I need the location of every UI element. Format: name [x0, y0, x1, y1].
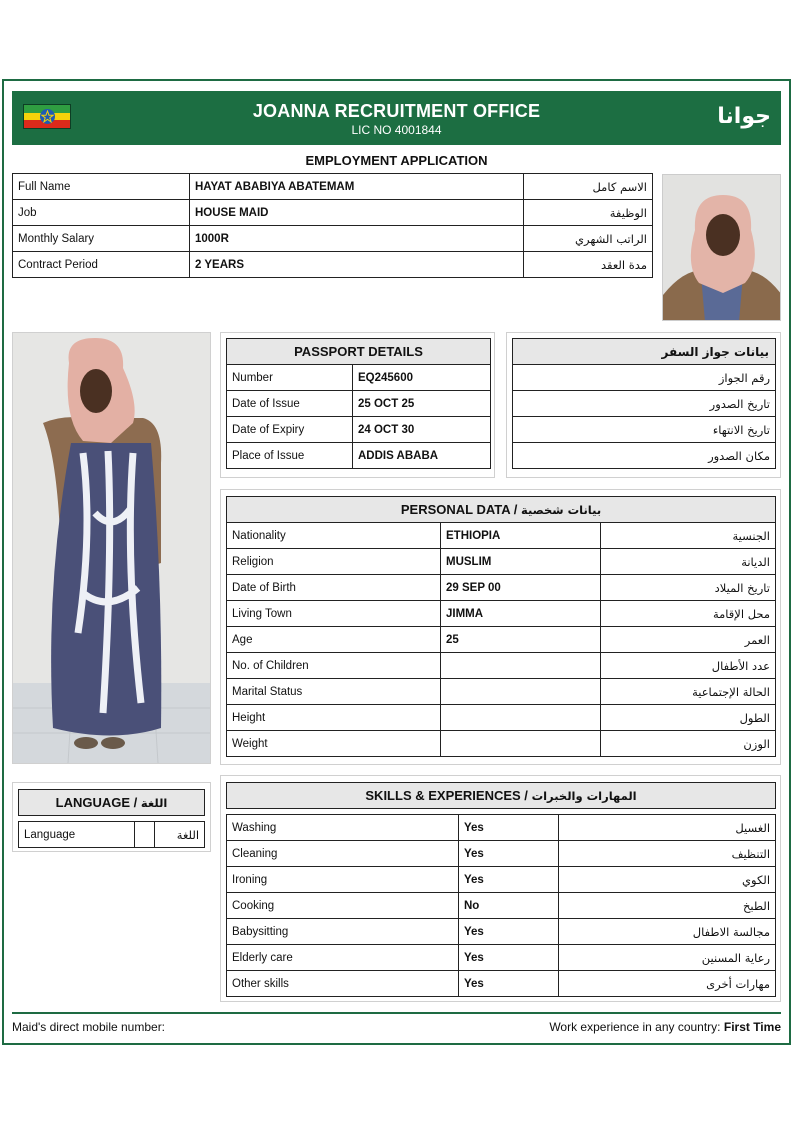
table-row — [227, 815, 776, 841]
table-row — [227, 443, 491, 469]
skill-label: Cooking — [227, 893, 459, 919]
table-row — [513, 365, 776, 391]
field-label: Age — [227, 627, 441, 653]
field-value: MUSLIM — [441, 549, 601, 575]
headshot-photo — [662, 174, 781, 321]
field-label: Monthly Salary — [13, 226, 190, 252]
passport-arabic-table — [512, 338, 776, 469]
field-label-arabic: الحالة الإجتماعية — [601, 679, 776, 705]
table-row — [513, 391, 776, 417]
mobile-number-label: Maid's direct mobile number: — [12, 1020, 166, 1034]
field-value — [441, 731, 601, 757]
skill-value: Yes — [459, 945, 559, 971]
skill-value: Yes — [459, 867, 559, 893]
skill-label-arabic: رعاية المسنين — [559, 945, 776, 971]
field-label: Full Name — [13, 174, 190, 200]
table-row — [227, 653, 776, 679]
field-label-arabic: الاسم كامل — [524, 174, 653, 200]
field-value — [441, 679, 601, 705]
table-row — [227, 731, 776, 757]
field-value: HAYAT ABABIYA ABATEMAM — [190, 174, 524, 200]
table-row — [227, 705, 776, 731]
personal-table — [226, 496, 776, 757]
field-label: Job — [13, 200, 190, 226]
skill-value: No — [459, 893, 559, 919]
skill-label: Elderly care — [227, 945, 459, 971]
full-body-photo — [13, 333, 210, 763]
passport-table — [226, 338, 491, 469]
language-title: LANGUAGE / اللغة — [19, 790, 205, 816]
skill-label: Washing — [227, 815, 459, 841]
field-label: Contract Period — [13, 252, 190, 278]
skill-label-arabic: الكوي — [559, 867, 776, 893]
table-row — [227, 627, 776, 653]
field-label: Marital Status — [227, 679, 441, 705]
skills-table — [226, 782, 776, 997]
field-value: 25 OCT 25 — [353, 391, 491, 417]
table-row — [227, 971, 776, 997]
summary-table — [12, 173, 653, 278]
field-label: No. of Children — [227, 653, 441, 679]
office-title: JOANNA RECRUITMENT OFFICE — [252, 101, 541, 121]
field-label-arabic: الطول — [601, 705, 776, 731]
table-row — [227, 945, 776, 971]
document-title: EMPLOYMENT APPLICATION — [305, 153, 488, 168]
field-label-arabic: الوظيفة — [524, 200, 653, 226]
work-experience: Work experience in any country: First Time — [549, 1020, 781, 1034]
field-label-arabic: محل الإقامة — [601, 601, 776, 627]
field-label-arabic: تاريخ الصدور — [513, 391, 776, 417]
field-value: 24 OCT 30 — [353, 417, 491, 443]
table-row — [13, 252, 653, 278]
field-value — [441, 705, 601, 731]
skills-title: SKILLS & EXPERIENCES / المهارات والخبرات — [227, 783, 776, 809]
field-label: Place of Issue — [227, 443, 353, 469]
field-label-arabic: عدد الأطفال — [601, 653, 776, 679]
skill-value: Yes — [459, 841, 559, 867]
field-label-arabic: العمر — [601, 627, 776, 653]
table-row — [227, 365, 491, 391]
footer-divider — [12, 1012, 781, 1014]
table-row — [227, 575, 776, 601]
field-value — [441, 653, 601, 679]
field-value: ADDIS ABABA — [353, 443, 491, 469]
field-value: EQ245600 — [353, 365, 491, 391]
skill-label: Other skills — [227, 971, 459, 997]
table-row — [227, 391, 491, 417]
field-label-arabic: مدة العقد — [524, 252, 653, 278]
field-label: Height — [227, 705, 441, 731]
skill-value: Yes — [459, 919, 559, 945]
brand-arabic: جوانا — [717, 104, 771, 129]
table-row — [227, 893, 776, 919]
table-row — [13, 226, 653, 252]
skill-label-arabic: مهارات أخرى — [559, 971, 776, 997]
skill-label-arabic: الطبخ — [559, 893, 776, 919]
skill-label-arabic: مجالسة الاطفال — [559, 919, 776, 945]
table-row — [227, 867, 776, 893]
field-label-arabic: الراتب الشهري — [524, 226, 653, 252]
field-label-arabic: اللغة — [155, 822, 205, 848]
field-label: Religion — [227, 549, 441, 575]
field-label-arabic: تاريخ الانتهاء — [513, 417, 776, 443]
skill-label: Ironing — [227, 867, 459, 893]
personal-title: PERSONAL DATA / بيانات شخصية — [227, 497, 776, 523]
field-value: 29 SEP 00 — [441, 575, 601, 601]
field-label-arabic: الجنسية — [601, 523, 776, 549]
license-number: LIC NO 4001844 — [351, 123, 442, 137]
field-label: Number — [227, 365, 353, 391]
field-label-arabic: الديانة — [601, 549, 776, 575]
table-row — [227, 679, 776, 705]
table-row — [13, 174, 653, 200]
field-label: Date of Expiry — [227, 417, 353, 443]
field-label-arabic: مكان الصدور — [513, 443, 776, 469]
field-label: Date of Issue — [227, 391, 353, 417]
field-label: Date of Birth — [227, 575, 441, 601]
office-header — [12, 91, 781, 145]
field-value: 2 YEARS — [190, 252, 524, 278]
field-label: Language — [19, 822, 135, 848]
skill-value: Yes — [459, 815, 559, 841]
field-label-arabic: تاريخ الميلاد — [601, 575, 776, 601]
field-label: Living Town — [227, 601, 441, 627]
field-value: JIMMA — [441, 601, 601, 627]
skill-label-arabic: التنظيف — [559, 841, 776, 867]
skill-label-arabic: الغسيل — [559, 815, 776, 841]
table-row — [227, 601, 776, 627]
field-value: 1000R — [190, 226, 524, 252]
table-row — [227, 523, 776, 549]
skill-value: Yes — [459, 971, 559, 997]
table-row — [227, 919, 776, 945]
table-row — [13, 200, 653, 226]
skill-label: Cleaning — [227, 841, 459, 867]
table-row — [513, 443, 776, 469]
field-label-arabic: رقم الجواز — [513, 365, 776, 391]
field-value: 25 — [441, 627, 601, 653]
field-label-arabic: الوزن — [601, 731, 776, 757]
field-value: HOUSE MAID — [190, 200, 524, 226]
table-row — [227, 549, 776, 575]
table-row — [227, 417, 491, 443]
language-table — [18, 789, 205, 848]
passport-title: PASSPORT DETAILS — [227, 339, 491, 365]
field-value: ETHIOPIA — [441, 523, 601, 549]
table-row — [19, 822, 205, 848]
table-row — [513, 417, 776, 443]
skill-label: Babysitting — [227, 919, 459, 945]
field-label: Nationality — [227, 523, 441, 549]
field-label: Weight — [227, 731, 441, 757]
table-row — [227, 841, 776, 867]
field-value — [135, 822, 155, 848]
passport-title-arabic: بيانات جواز السفر — [513, 339, 776, 365]
